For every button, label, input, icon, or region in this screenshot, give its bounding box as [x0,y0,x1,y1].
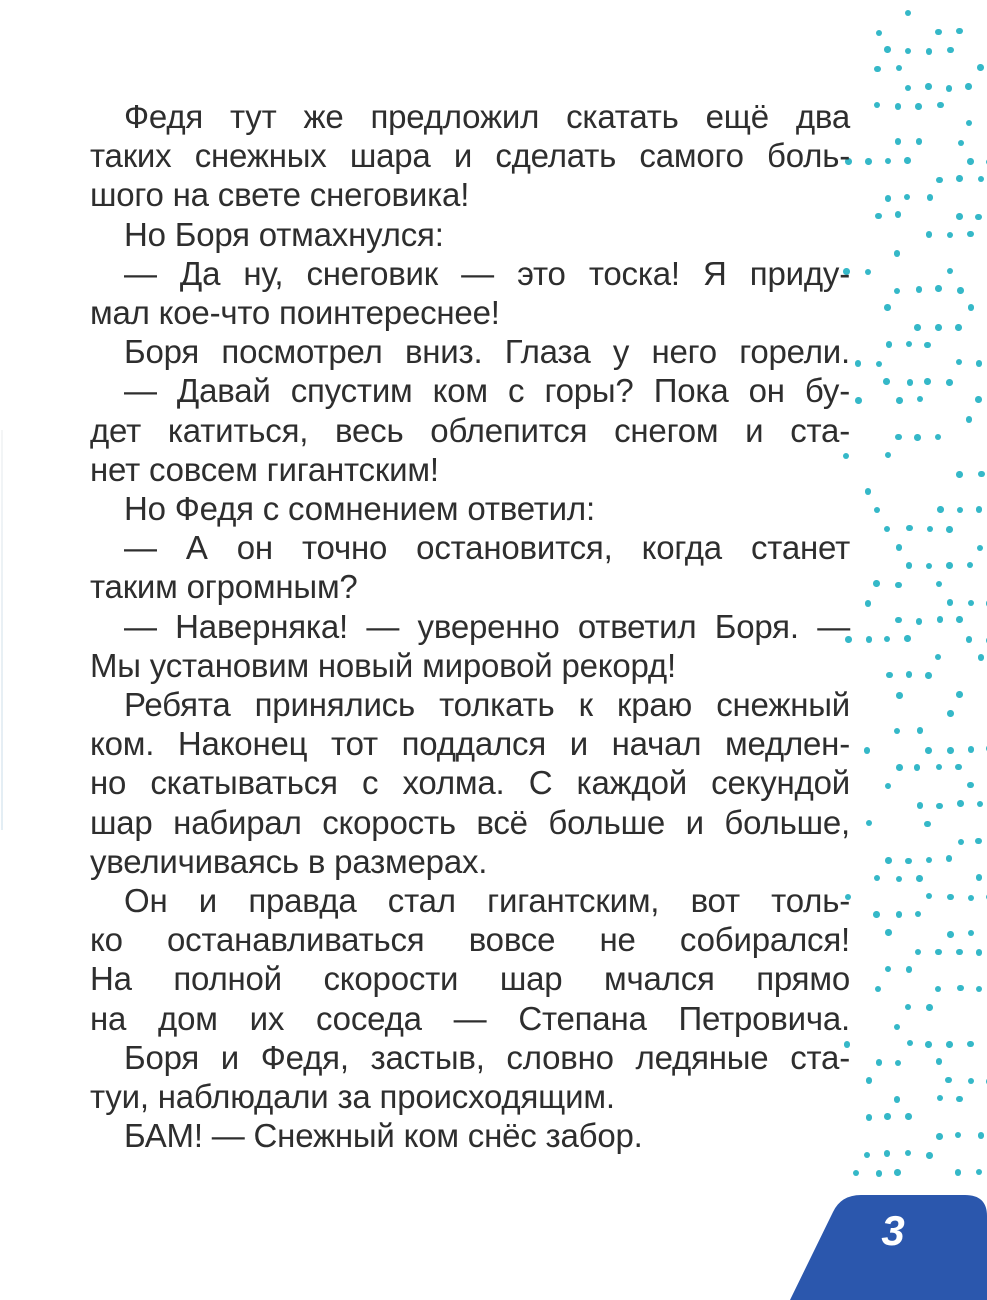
decoration-dot [978,1132,985,1139]
decoration-dot [926,857,933,864]
decoration-dot [956,949,963,956]
decoration-dot [968,1078,975,1085]
text-line: — А он точно остановится, когда станет [124,529,850,567]
decoration-dot [876,361,883,368]
page-number-badge [787,1188,987,1300]
decoration-dot [876,1170,883,1177]
paragraph [90,685,850,881]
text-line: Боря и Федя, застыв, словно ледяные ста- [124,1038,850,1076]
decoration-dot [946,855,953,862]
decoration-dot [968,746,975,753]
decoration-dot [975,838,982,845]
decoration-dot [894,1024,901,1031]
decoration-dot [947,931,954,938]
text-line: Он и правда стал гигантским, вот толь- [124,882,850,920]
decoration-dot [896,911,903,918]
decoration-dot [915,911,922,918]
text-line: Но Боря отмахнулся: [124,215,444,253]
decoration-dot [935,285,942,292]
decoration-dot [956,28,963,35]
decoration-dot [935,986,942,993]
decoration-dot [904,635,911,642]
decoration-dot [874,66,881,73]
decoration-dot [896,65,903,72]
paragraph [90,528,850,606]
decoration-dot [917,727,924,734]
decoration-dot [947,710,954,717]
paragraph [90,97,850,215]
decoration-dot [895,434,902,441]
decoration-dot [966,120,973,127]
decoration-dot [865,269,872,276]
decoration-dot [904,194,911,201]
paragraph [90,489,850,528]
decoration-dot [925,83,932,90]
decoration-dot [894,288,901,295]
decoration-dot [977,801,984,808]
text-line: Боря посмотрел вниз. Глаза у него горели. [124,333,850,371]
text-line: шого на свете снеговика! [90,176,470,214]
decoration-dot [915,103,922,110]
text-line: Федя тут же предложил скатать ещё два [124,98,850,135]
decoration-dot [896,876,903,883]
decoration-dot [935,324,942,331]
decoration-dot [916,618,923,625]
decoration-dot [925,672,932,679]
decoration-dot [905,48,912,55]
decoration-dot [916,138,923,145]
decoration-dot [916,286,923,293]
decoration-dot [896,764,903,771]
decoration-dot [946,562,953,569]
decoration-dot [965,83,972,90]
decoration-dot [926,893,933,900]
decoration-dot [905,1113,912,1120]
text-line: нет совсем гигантским! [90,450,439,488]
text-line: увеличиваясь в размерах. [90,842,488,880]
text-line: таких снежных шара и сделать самого боль- [90,137,850,175]
decoration-dot [945,1077,952,1084]
decoration-dot [947,599,954,606]
paragraph [90,1038,850,1116]
text-line: дет катиться, весь облепится снегом и ста- [90,411,850,449]
decoration-dot [866,636,873,643]
decoration-dot [884,636,891,643]
decoration-dot [957,800,964,807]
decoration-dot [884,304,891,311]
decoration-dot [946,379,953,386]
decoration-dot [956,471,963,478]
decoration-dot [926,1004,933,1011]
text-line: на дом их соседа — Степана Петровича. [90,999,850,1037]
decoration-dot [885,195,892,202]
decoration-dot [975,396,982,403]
decoration-dot [967,782,974,789]
decoration-dot [876,30,883,37]
decoration-dot [917,396,924,403]
text-line: Но Федя с сомнением ответил: [124,490,595,528]
decoration-dot [866,820,873,827]
decoration-dot [914,324,921,331]
decoration-dot [937,1095,944,1102]
decoration-dot [936,764,943,771]
decoration-dot [885,452,892,459]
decoration-dot [936,803,943,810]
decoration-dot [885,929,892,936]
decoration-dot [885,966,892,973]
decoration-dot [935,654,942,661]
page-edge-artifact [1,430,3,830]
decoration-dot [978,654,985,661]
decoration-dot [937,616,944,623]
decoration-dot [884,1113,891,1120]
decoration-dot [866,1077,873,1084]
decoration-dot [895,103,902,110]
decoration-dot [968,930,975,937]
decoration-dot [935,434,942,441]
decoration-dot [978,471,985,478]
page-number: 3 [881,1207,905,1254]
decoration-dot [957,985,964,992]
decoration-dot [976,986,983,993]
decoration-dot [967,562,974,569]
decoration-dot [927,526,934,533]
decoration-dot [936,581,943,588]
decoration-dot [885,783,892,790]
decoration-dot [924,342,931,349]
decoration-dot [977,545,984,552]
decoration-dot [896,544,903,551]
decoration-dot [884,1150,891,1157]
text-line: На полной скорости шар мчался прямо [90,960,850,998]
decoration-dot [905,1150,912,1157]
decoration-dot [936,1133,943,1140]
text-line: — Наверняка! — уверенно ответил Боря. — [124,607,850,645]
decoration-dot [956,1096,963,1103]
decoration-dot [927,194,934,201]
decoration-dot [906,671,913,678]
decoration-dot [906,341,913,348]
decoration-dot [907,379,914,386]
decoration-dot [865,488,872,495]
text-line: Ребята принялись толкать к краю снежный [124,686,850,724]
decoration-dot [976,874,983,881]
decoration-dot [947,47,954,54]
decoration-dot [916,875,923,882]
decoration-dot [864,1152,871,1159]
decoration-dot [977,64,984,71]
decoration-dot [976,1169,983,1176]
decoration-dot [936,177,943,184]
paragraph [90,607,850,685]
decoration-dot [864,747,871,754]
decoration-dot [966,416,973,423]
text-line: туи, наблюдали за происходящим. [90,1078,615,1116]
decoration-dot [924,821,931,828]
decoration-dot [906,562,913,569]
decoration-dot [875,986,882,993]
decoration-dot [926,231,933,238]
text-line: ко останавливаться вовсе не собирался! [90,921,850,959]
decoration-dot [895,1060,902,1067]
story-text [90,97,850,1155]
decoration-dot [937,506,944,513]
decoration-dot [896,397,903,404]
decoration-dot [876,1059,883,1066]
decoration-dot [875,213,882,220]
decoration-dot [926,1152,933,1159]
decoration-dot [917,802,924,809]
decoration-dot [914,434,921,441]
decoration-dot [956,175,963,182]
decoration-dot [947,232,954,239]
decoration-dot [958,140,965,147]
decoration-dot [894,250,901,257]
decoration-dot [926,48,933,55]
decoration-dot [866,1114,873,1121]
decoration-dot [975,214,982,221]
paragraph [90,215,850,254]
decoration-dot [937,102,944,109]
decoration-dot [936,1058,943,1065]
decoration-dot [865,158,872,165]
decoration-dot [956,691,963,698]
text-line: — Давай спустим ком с горы? Пока он бу- [124,372,850,410]
decoration-dot [873,580,880,587]
decoration-dot [957,287,964,294]
decoration-dot [885,857,892,864]
decoration-dot [895,211,902,218]
decoration-dot [874,875,881,882]
decoration-dot [884,46,891,53]
decoration-dot [883,378,890,385]
decoration-dot [855,397,862,404]
decoration-dot [935,949,942,956]
decoration-dot [905,10,912,17]
decoration-dot [935,29,942,36]
decoration-dot [925,747,932,754]
decoration-dot [956,359,963,366]
decoration-dot [967,231,974,238]
text-line: БАМ! — Снежный ком снёс забор. [124,1117,643,1155]
decoration-dot [955,1169,962,1176]
text-line: ком. Наконец тот поддался и начал медлен- [90,725,850,763]
decoration-dot [906,525,913,532]
decoration-dot [894,1096,901,1103]
decoration-dot [896,692,903,699]
decoration-dot [955,1132,962,1139]
paragraph [90,371,850,489]
decoration-dot [886,341,893,348]
text-line: — Да ну, снеговик — это тоска! Я приду- [124,254,850,292]
decoration-dot [966,636,973,643]
paragraph [90,254,850,332]
decoration-dot [853,1170,860,1177]
decoration-dot [873,911,880,918]
decoration-dot [874,102,881,109]
decoration-dot [914,764,921,771]
decoration-dot [926,563,933,570]
decoration-dot [955,324,962,331]
decoration-dot [895,582,902,589]
decoration-dot [895,617,902,624]
decoration-dot [967,158,974,165]
decoration-dot [946,526,953,533]
decoration-dot [895,138,902,145]
decoration-dot [894,728,901,735]
decoration-dot [955,764,962,771]
paragraph [90,881,850,1038]
paragraph [90,1116,850,1155]
decoration-dot [946,1041,953,1048]
decoration-dot [947,747,954,754]
decoration-dot [885,158,892,165]
decoration-dot [874,507,881,514]
decoration-dot [894,1169,901,1176]
decoration-dot [957,507,964,514]
decoration-dot [946,85,953,92]
decoration-dot [967,1041,974,1048]
decoration-dot [956,616,963,623]
decoration-dot [904,157,911,164]
decoration-dot [905,85,912,92]
decoration-dot [855,360,862,367]
text-line: Мы установим новый мировой рекорд! [90,646,676,684]
text-line: но скатываться с холма. С каждой секундой [90,764,850,802]
decoration-dot [865,600,872,607]
decoration-dot [905,1004,912,1011]
text-line: мал кое-что поинтереснее! [90,294,500,332]
decoration-dot [978,176,985,183]
decoration-dot [915,949,922,956]
text-line: шар набирал скорость всё больше и больше, [90,803,850,841]
paragraph [90,332,850,371]
decoration-dot [906,966,913,973]
decoration-dot [976,506,983,513]
decoration-dot [924,378,931,385]
decoration-dot [958,839,965,846]
decoration-dot [947,268,954,275]
decoration-dot [976,949,983,956]
decoration-dot [925,1041,932,1048]
decoration-dot [886,672,893,679]
decoration-dot [976,360,983,367]
decoration-dot [968,304,975,311]
decoration-dot [905,858,912,865]
text-line: таким огромным? [90,568,358,606]
decoration-dot [968,895,975,902]
decoration-dot [907,1040,914,1047]
decoration-dot [956,213,963,220]
decoration-dot [968,600,975,607]
decoration-dot [947,894,954,901]
decoration-dot [884,526,891,533]
